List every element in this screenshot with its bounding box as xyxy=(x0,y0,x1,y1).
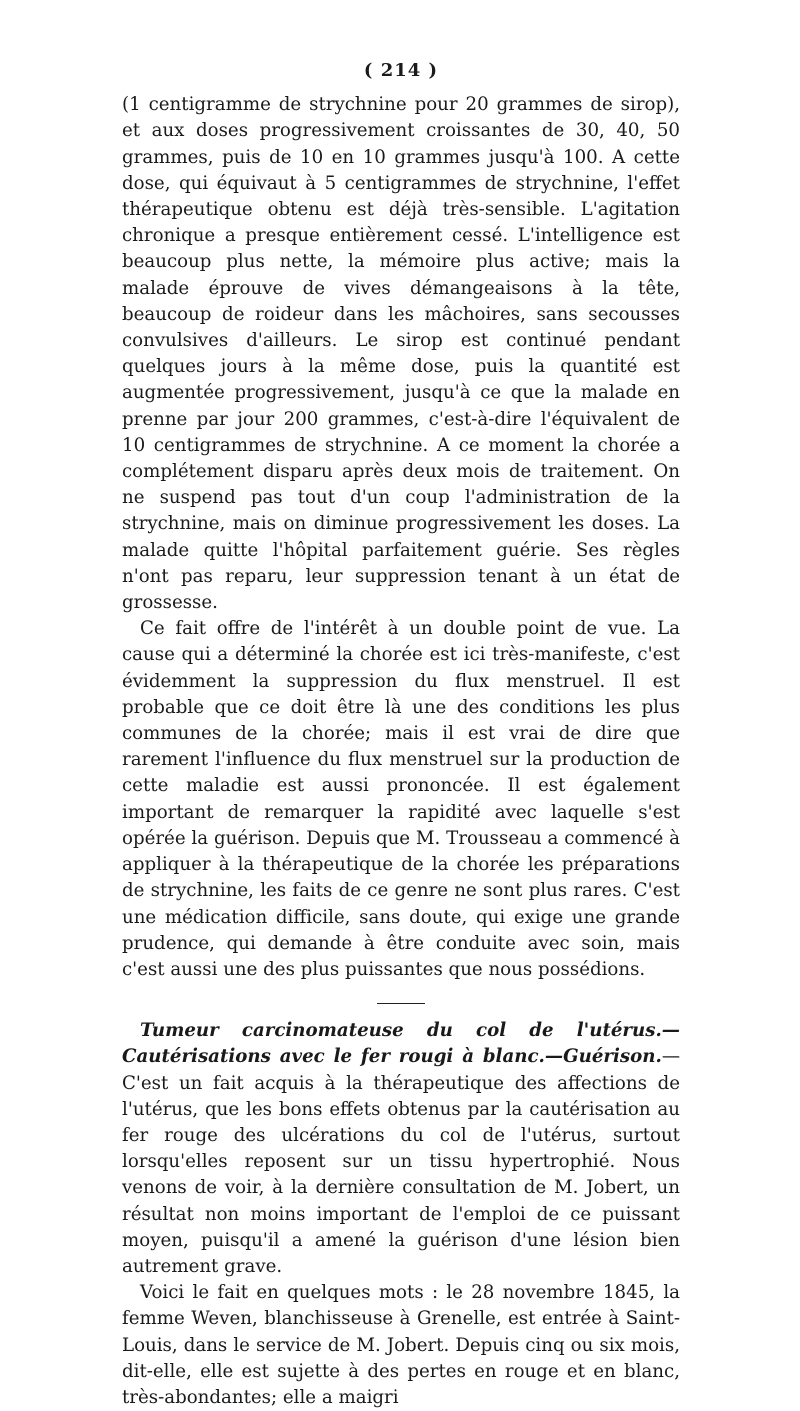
article-paragraph xyxy=(122,1018,680,1280)
article-title: Tumeur carcinomateuse du col de l'utérus.—Cautérisations avec le fer rougi à blanc.—Guérison. xyxy=(122,1020,680,1068)
paragraph-continuation: (1 centigramme de strychnine pour 20 grammes de sirop), et aux doses progressivement croissantes de 30, 40, 50 grammes, puis de 10 en 10 grammes jusqu'à 100. A cette dose, qui équivaut à 5 centigrammes de strychnine, l'effet thérapeutique obtenu est déjà très-sensible. L'agitation chronique a presque entièrement cessé. L'intelligence est beaucoup plus nette, la mémoire plus active; mais la malade éprouve de vives démangeaisons à la tête, beaucoup de roideur dans les mâchoires, sans secousses convulsives d'ailleurs. Le sirop est continué pendant quelques jours à la même dose, puis la quantité est augmentée progressivement, jusqu'à ce que la malade en prenne par jour 200 grammes, c'est-à-dire l'équivalent de 10 centigrammes de strychnine. A ce moment la chorée a complétement disparu après deux mois de traitement. On ne suspend pas tout d'un coup l'administration de la strychnine, mais on diminue progressivement les doses. La malade quitte l'hôpital parfaitement guérie. Ses règles n'ont pas reparu, leur suppression tenant à un état de grossesse. xyxy=(122,94,680,614)
book-page xyxy=(122,58,680,1411)
article-paragraph-2: Voici le fait en quelques mots : le 28 novembre 1845, la femme Weven, blanchisseuse à Grenelle, est entrée à Saint-Louis, dans le service de M. Jobert. Depuis cinq ou six mois, dit-elle, elle est sujette à des pertes en rouge et en blanc, très-abondantes; elle a maigri xyxy=(122,1282,680,1408)
paragraph-commentary: Ce fait offre de l'intérêt à un double point de vue. La cause qui a déterminé la chorée est ici très-manifeste, c'est évidemment la suppression du flux menstruel. Il est probable que ce doit être là une des conditions les plus communes de la chorée; mais il est vrai de dire que rarement l'influence du flux menstruel sur la production de cette maladie est aussi prononcée. Il est également important de remarquer la rapidité avec laquelle s'est opérée la guérison. Depuis que M. Trousseau a commencé à appliquer à la thérapeutique de la chorée les préparations de strychnine, les faits de ce genre ne sont plus rares. C'est une médication difficile, sans doute, qui exige une grande prudence, qui demande à être conduite avec soin, mais c'est aussi une des plus puissantes que nous possédions. xyxy=(122,618,680,980)
section-divider xyxy=(377,1003,425,1004)
article-body: —C'est un fait acquis à la thérapeutique des affections de l'utérus, que les bons effets obtenus par la cautérisation au fer rouge des ulcérations du col de l'utérus, surtout lorsqu'elles reposent sur un tissu hypertrophié. Nous venons de voir, à la dernière consultation de M. Jobert, un résultat non moins important de l'emploi de ce puissant moyen, puisqu'il a amené la guérison d'une lésion bien autrement grave. xyxy=(122,1046,680,1277)
page-number: ( 214 ) xyxy=(363,60,439,81)
